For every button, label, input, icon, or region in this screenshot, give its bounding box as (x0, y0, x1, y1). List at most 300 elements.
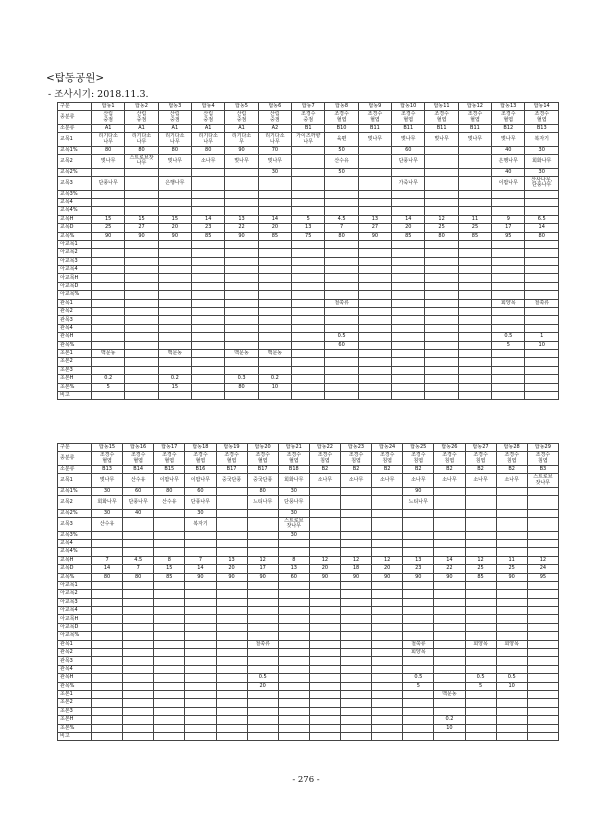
table-cell: 조경수 혈엽 (525, 111, 559, 125)
table-cell (492, 282, 525, 290)
table-cell: 15 (154, 565, 185, 573)
table-cell (496, 496, 527, 510)
table-cell (92, 391, 125, 399)
row-label: 초본3 (58, 707, 92, 715)
row-label: 교목1 (58, 133, 92, 147)
table-cell (309, 518, 340, 532)
table-cell (527, 690, 558, 698)
table-cell: 소나무 (372, 474, 403, 488)
table-cell (247, 649, 278, 657)
table-row (58, 690, 559, 698)
table-cell (125, 299, 158, 307)
table-cell (123, 716, 154, 724)
table-cell (258, 324, 291, 332)
row-label: 초본H (58, 375, 92, 383)
table-cell: 80 (125, 146, 158, 154)
table-cell: 13 (403, 556, 434, 564)
table-cell: 85 (258, 232, 291, 240)
table-cell (154, 607, 185, 615)
table-cell: 벚나무 (492, 133, 525, 147)
table-cell (341, 674, 372, 682)
table-cell (158, 324, 191, 332)
row-label: 관목3 (58, 316, 92, 324)
table-cell: 0.2 (92, 375, 125, 383)
table-cell (258, 299, 291, 307)
table-cell (325, 240, 358, 248)
table-cell (496, 724, 527, 732)
table-row (58, 177, 559, 191)
table-cell (154, 657, 185, 665)
table-cell (192, 333, 225, 341)
table-cell: 조경수 침엽 (372, 452, 403, 466)
table-cell: B17 (216, 465, 247, 473)
table-cell: A1 (125, 124, 158, 132)
table-cell: 벚나무 (258, 155, 291, 169)
table-cell (527, 649, 558, 657)
table-cell (525, 240, 559, 248)
table-cell: 철쭉류 (403, 640, 434, 648)
table-cell (125, 308, 158, 316)
table-cell (185, 581, 216, 589)
table-cell (258, 333, 291, 341)
table-cell (465, 615, 496, 623)
table-cell (458, 282, 491, 290)
table-cell (434, 531, 465, 539)
table-cell: 벚나무 (392, 133, 425, 147)
table-cell (92, 240, 125, 248)
table-cell: 40 (123, 509, 154, 517)
table-cell (465, 548, 496, 556)
table-cell (92, 732, 123, 740)
table-cell (192, 308, 225, 316)
table-cell (185, 699, 216, 707)
table-row (58, 682, 559, 690)
table-cell (434, 699, 465, 707)
table-cell: 소나무 (403, 474, 434, 488)
table-cell: 17 (492, 224, 525, 232)
table-cell (403, 581, 434, 589)
table-cell (341, 724, 372, 732)
table-cell (527, 623, 558, 631)
table-cell (425, 341, 458, 349)
table-cell: 맥문동 (225, 349, 258, 357)
table-row (58, 383, 559, 391)
table-cell: 90 (496, 573, 527, 581)
table-cell (92, 682, 123, 690)
row-label: 관목1 (58, 640, 92, 648)
table-cell (278, 724, 309, 732)
table-cell (216, 487, 247, 495)
table-cell: 맥문동 (434, 690, 465, 698)
table-cell (527, 487, 558, 495)
table-cell: 0.5 (247, 674, 278, 682)
table-cell: 80 (123, 573, 154, 581)
table-cell: 느티나무 (403, 496, 434, 510)
table-cell (372, 496, 403, 510)
table-cell: 탑동15 (92, 444, 123, 452)
row-label: 아교목D (58, 282, 92, 290)
table-cell: 85 (392, 232, 425, 240)
table-cell: 산사나무, 단풍나무 (525, 177, 559, 191)
table-cell (465, 665, 496, 673)
table-cell (258, 257, 291, 265)
table-cell (425, 308, 458, 316)
table-cell: 24 (527, 565, 558, 573)
table-cell (525, 324, 559, 332)
table-cell (154, 665, 185, 673)
table-cell (258, 198, 291, 206)
table-cell: 20 (158, 224, 191, 232)
table-row (58, 444, 559, 452)
table-cell (425, 383, 458, 391)
row-label: 관목% (58, 341, 92, 349)
table-cell (458, 198, 491, 206)
table-cell: B11 (458, 124, 491, 132)
table-cell (292, 308, 325, 316)
table-cell: 85 (465, 573, 496, 581)
table-cell (92, 724, 123, 732)
table-cell (192, 198, 225, 206)
table-cell (492, 324, 525, 332)
table-cell: 리기다소 나무 (158, 133, 191, 147)
table-cell (425, 291, 458, 299)
table-cell (216, 632, 247, 640)
table-cell (434, 707, 465, 715)
table-cell (325, 190, 358, 198)
table-cell: 탑동24 (372, 444, 403, 452)
table-cell (125, 366, 158, 374)
table-cell: 탑동9 (358, 103, 391, 111)
table-cell (216, 509, 247, 517)
table-cell (278, 657, 309, 665)
table-cell (325, 349, 358, 357)
table-cell (527, 615, 558, 623)
table-cell (292, 299, 325, 307)
table-cell (525, 274, 559, 282)
table-cell (158, 291, 191, 299)
table-cell (458, 146, 491, 154)
table-cell (247, 632, 278, 640)
table-cell: 벚나무 (358, 133, 391, 147)
table-cell (92, 665, 123, 673)
table-cell: 산림 중점 (125, 111, 158, 125)
table-cell: 탑동14 (525, 103, 559, 111)
table-cell (292, 146, 325, 154)
table-row (58, 518, 559, 532)
table-cell (465, 724, 496, 732)
table-row (58, 198, 559, 206)
table-cell: 탑동26 (434, 444, 465, 452)
table-cell (372, 623, 403, 631)
table-cell (154, 509, 185, 517)
table-cell (372, 518, 403, 532)
table-cell (434, 657, 465, 665)
table-cell (225, 207, 258, 215)
table-cell (292, 291, 325, 299)
table-row (58, 615, 559, 623)
table-cell (341, 649, 372, 657)
table-cell (258, 308, 291, 316)
table-cell (458, 190, 491, 198)
table-cell: B10 (325, 124, 358, 132)
table-row (58, 573, 559, 581)
row-label: 초본1 (58, 349, 92, 357)
table-cell: 0.2 (434, 716, 465, 724)
row-label: 아교목1 (58, 581, 92, 589)
table-cell (496, 607, 527, 615)
table-cell: 산림 중점 (258, 111, 291, 125)
row-label: 아교목4 (58, 607, 92, 615)
table-cell (341, 539, 372, 547)
table-cell (158, 266, 191, 274)
table-cell (358, 324, 391, 332)
table-cell: 산수유 (92, 518, 123, 532)
table-cell (154, 640, 185, 648)
row-label: 교목4 (58, 198, 92, 206)
table-cell (158, 316, 191, 324)
table-cell (358, 177, 391, 191)
table-cell (403, 509, 434, 517)
row-label: 교목3 (58, 518, 92, 532)
table-cell (278, 590, 309, 598)
table-cell (92, 690, 123, 698)
table-row (58, 590, 559, 598)
table-cell (434, 649, 465, 657)
row-label: 종분류 (58, 111, 92, 125)
row-label: 아교목3 (58, 598, 92, 606)
table-cell (434, 598, 465, 606)
table-cell (258, 358, 291, 366)
table-cell (192, 249, 225, 257)
table-cell: 11 (496, 556, 527, 564)
table-cell: 30 (525, 168, 559, 176)
table-cell (258, 240, 291, 248)
table-cell (341, 487, 372, 495)
table-cell: 12 (425, 215, 458, 223)
table-cell (492, 375, 525, 383)
table-cell (458, 333, 491, 341)
table-cell (185, 598, 216, 606)
table-cell: 4.5 (325, 215, 358, 223)
table-cell (527, 509, 558, 517)
table-cell (292, 333, 325, 341)
table-cell: 탑동28 (496, 444, 527, 452)
table-cell (392, 207, 425, 215)
table-cell (158, 333, 191, 341)
table-cell: 맥문동 (158, 349, 191, 357)
table-row (58, 155, 559, 169)
table-cell: 탑동10 (392, 103, 425, 111)
table-cell (496, 518, 527, 532)
table-cell (309, 732, 340, 740)
table-cell: 80 (247, 487, 278, 495)
table-cell (216, 623, 247, 631)
table-cell: 탑동3 (158, 103, 191, 111)
table-cell (325, 324, 358, 332)
table-cell (216, 539, 247, 547)
table-cell (158, 299, 191, 307)
table-cell: 조경수 침엽 (527, 452, 558, 466)
table-cell (309, 548, 340, 556)
table-cell: 30 (525, 146, 559, 154)
table-cell (358, 274, 391, 282)
table-cell: B11 (392, 124, 425, 132)
table-cell (278, 682, 309, 690)
table-cell (403, 598, 434, 606)
table-cell (216, 707, 247, 715)
table-cell: B17 (247, 465, 278, 473)
table-cell (527, 531, 558, 539)
table-row (58, 657, 559, 665)
table-cell (247, 690, 278, 698)
table-row (58, 732, 559, 740)
table-cell (341, 509, 372, 517)
table-cell (458, 274, 491, 282)
table-cell (247, 716, 278, 724)
row-label: 관목H (58, 674, 92, 682)
table-cell (185, 649, 216, 657)
table-row (58, 341, 559, 349)
table-cell: 육편 (325, 133, 358, 147)
row-label: 관목4 (58, 324, 92, 332)
table-cell (341, 732, 372, 740)
table-cell (465, 657, 496, 665)
table-cell (525, 190, 559, 198)
table-cell (185, 674, 216, 682)
table-cell (292, 341, 325, 349)
table-cell (325, 291, 358, 299)
table-cell (92, 615, 123, 623)
table-cell (392, 257, 425, 265)
table-cell (216, 590, 247, 598)
table-cell (458, 249, 491, 257)
table-cell (123, 640, 154, 648)
table-cell (492, 207, 525, 215)
table-row (58, 190, 559, 198)
row-label: 교목2% (58, 509, 92, 517)
table-cell (154, 632, 185, 640)
row-label: 초본% (58, 383, 92, 391)
table-cell (92, 366, 125, 374)
table-cell (372, 581, 403, 589)
table-cell: 탑동25 (403, 444, 434, 452)
table-cell: 20 (309, 565, 340, 573)
table-cell: A1 (92, 124, 125, 132)
table-cell (525, 257, 559, 265)
table-cell (125, 177, 158, 191)
table-cell (341, 531, 372, 539)
table-cell (247, 724, 278, 732)
table-row (58, 282, 559, 290)
table-cell (278, 649, 309, 657)
table-cell (525, 198, 559, 206)
table-cell: 철쭉류 (247, 640, 278, 648)
table-cell: 회화나무 (278, 474, 309, 488)
table-cell (392, 240, 425, 248)
table-cell (425, 391, 458, 399)
table-cell (341, 682, 372, 690)
row-label: 비고 (58, 391, 92, 399)
table-cell: 8 (154, 556, 185, 564)
survey-date: - 조사시기: 2018.11.3. (48, 89, 149, 100)
table-cell (325, 383, 358, 391)
row-label: 관목1 (58, 299, 92, 307)
table-cell (341, 615, 372, 623)
table-row (58, 598, 559, 606)
table-cell: 산림 중점 (225, 111, 258, 125)
table-row (58, 391, 559, 399)
table-cell: 11 (458, 215, 491, 223)
table-cell (192, 349, 225, 357)
table-cell: 탑동21 (278, 444, 309, 452)
row-label: 관목% (58, 682, 92, 690)
table-cell: 탑동13 (492, 103, 525, 111)
table-cell (465, 649, 496, 657)
table-cell: 조경수 중점 (292, 111, 325, 125)
table-cell: 조경수 침엽 (341, 452, 372, 466)
table-cell (458, 177, 491, 191)
table-cell (496, 632, 527, 640)
table-cell (458, 349, 491, 357)
table-cell (216, 615, 247, 623)
table-cell (125, 240, 158, 248)
table-cell: 13 (358, 215, 391, 223)
table-cell (309, 724, 340, 732)
table-cell (492, 383, 525, 391)
table-cell (325, 274, 358, 282)
table-cell (158, 240, 191, 248)
table-cell (309, 509, 340, 517)
table-row (58, 291, 559, 299)
table-cell (403, 716, 434, 724)
table-cell (292, 155, 325, 169)
table-cell (465, 598, 496, 606)
table-cell: 85 (458, 232, 491, 240)
table-cell (247, 615, 278, 623)
table-cell (185, 539, 216, 547)
table-cell (325, 177, 358, 191)
table-cell: 벚나무 (92, 474, 123, 488)
table-cell (309, 496, 340, 510)
table-cell (525, 207, 559, 215)
table-cell (425, 324, 458, 332)
table-cell: 27 (125, 224, 158, 232)
table-cell (247, 732, 278, 740)
table-cell (278, 716, 309, 724)
table-cell (247, 518, 278, 532)
table-row (58, 640, 559, 648)
table-cell: 산수유 (123, 474, 154, 488)
table-cell (425, 249, 458, 257)
table-cell: 0.5 (492, 333, 525, 341)
table-cell (125, 391, 158, 399)
table-cell (341, 623, 372, 631)
table-cell (123, 674, 154, 682)
table-cell (225, 240, 258, 248)
table-cell: A1 (225, 124, 258, 132)
table-cell (92, 168, 125, 176)
table-cell: 25 (465, 565, 496, 573)
table-cell (434, 632, 465, 640)
table-cell (292, 266, 325, 274)
table-cell (358, 266, 391, 274)
table-cell: B2 (403, 465, 434, 473)
table-cell: 스트로브잣 나무 (125, 155, 158, 169)
table-cell (216, 690, 247, 698)
table-cell: 단풍나무 (278, 496, 309, 510)
table-cell (527, 590, 558, 598)
table-cell (278, 707, 309, 715)
